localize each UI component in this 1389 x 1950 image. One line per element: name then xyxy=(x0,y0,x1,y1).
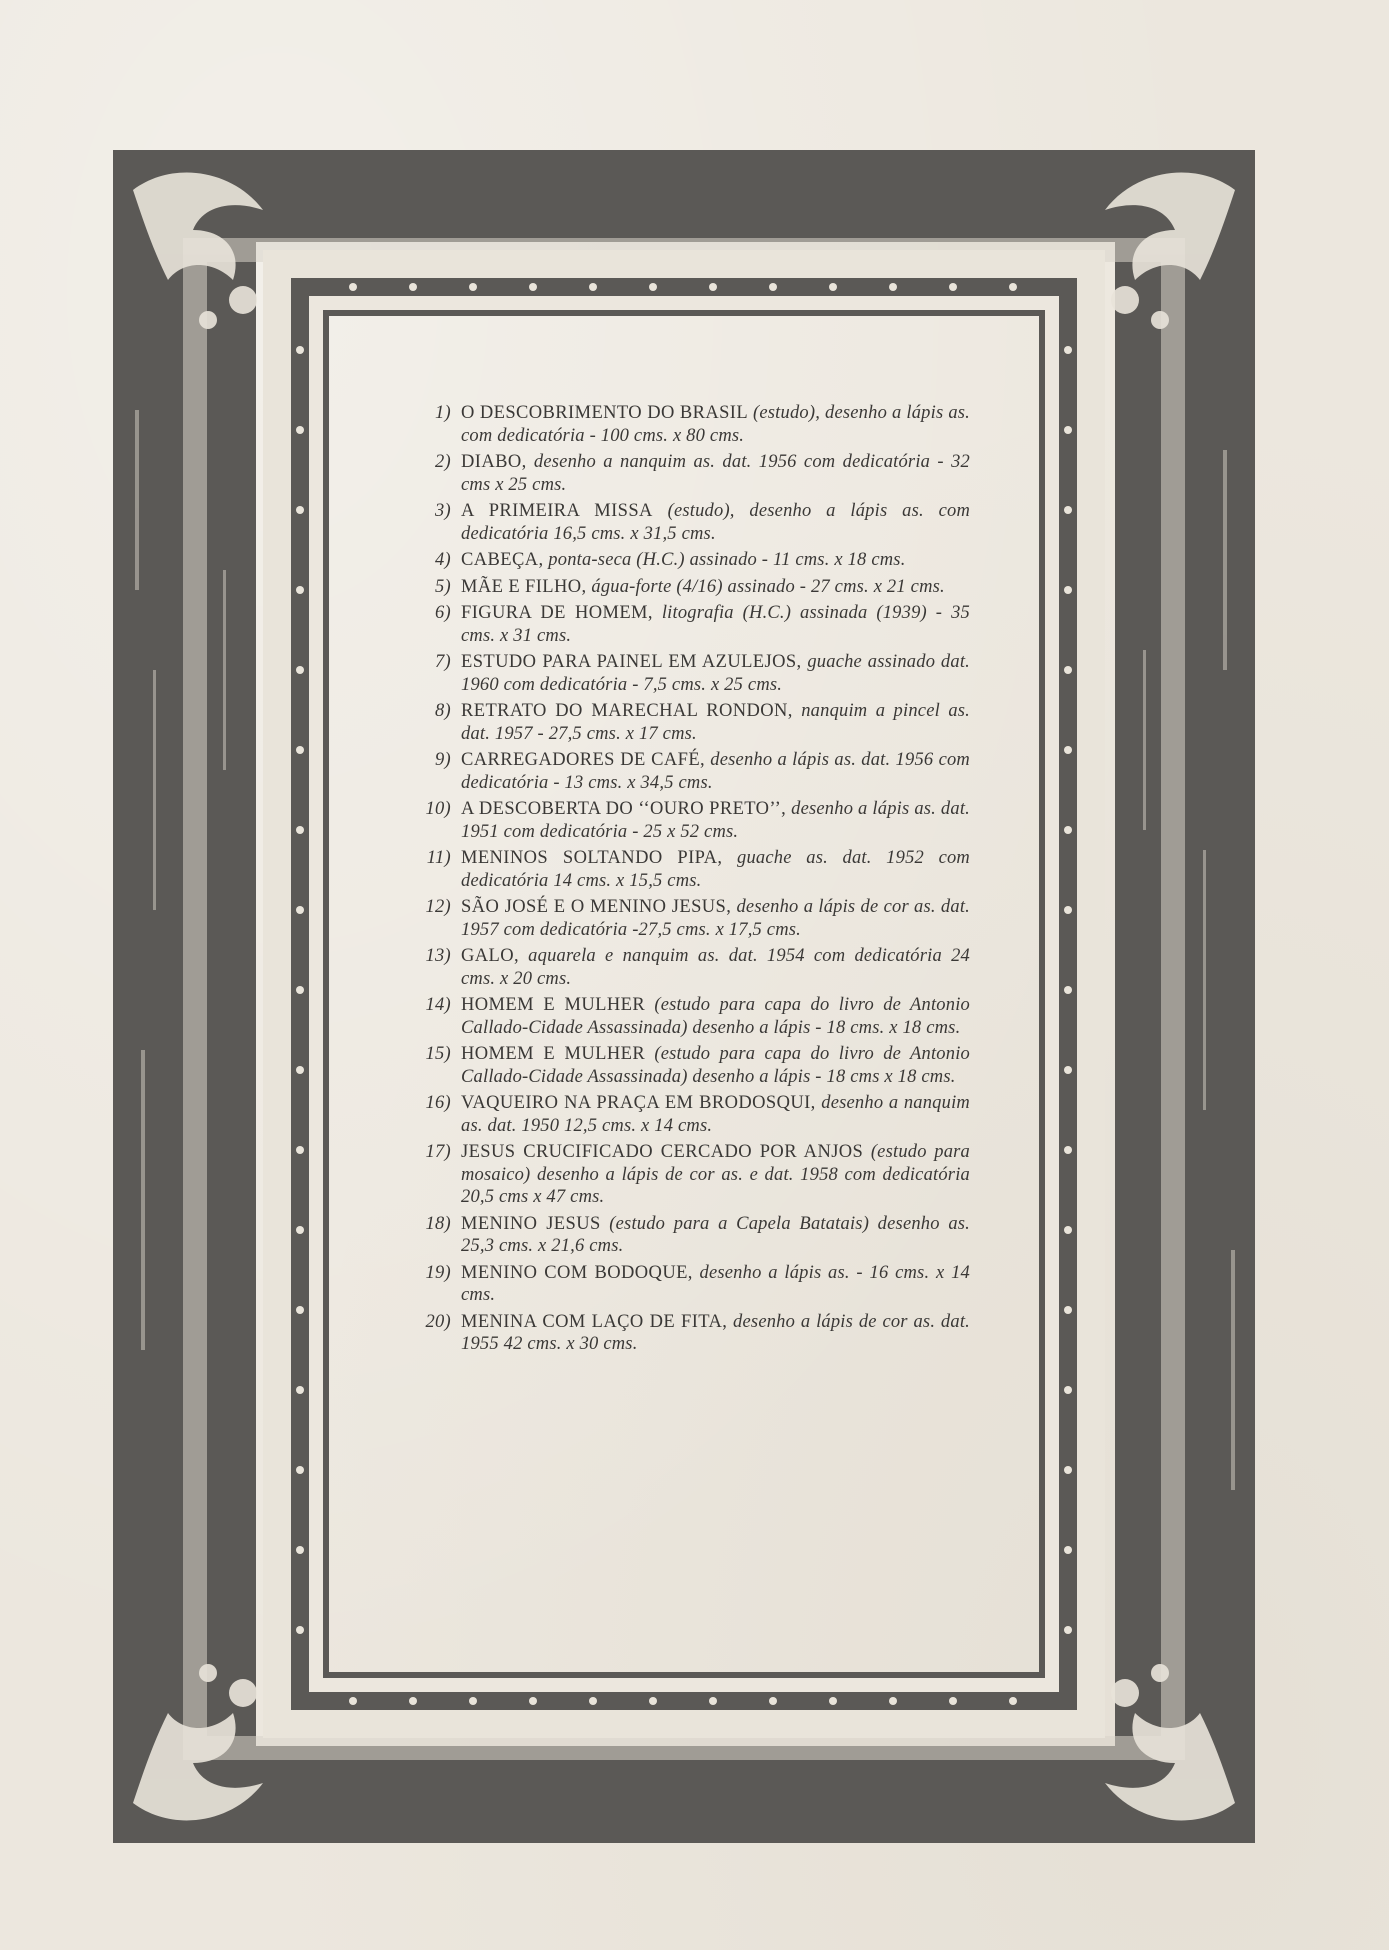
item-title: ESTUDO PARA PAINEL EM AZULEJOS, xyxy=(461,652,802,672)
list-item xyxy=(405,402,970,447)
item-number: 7) xyxy=(434,652,451,672)
item-title: VAQUEIRO NA PRAÇA EM BRODOSQUI, xyxy=(461,1093,816,1113)
list-item xyxy=(405,1141,970,1209)
item-description xyxy=(461,700,970,745)
item-number: 8) xyxy=(434,701,451,721)
item-title: MENINO JESUS xyxy=(461,1213,601,1234)
item-title: MENINA COM LAÇO DE FITA, xyxy=(461,1311,728,1332)
item-details: desenho a lápis de cor as. dat. 1955 42 cms. x 30 cms. xyxy=(461,1311,970,1354)
item-details: desenho a lápis as. - 16 cms. x 14 cms. xyxy=(461,1262,970,1305)
item-details: (estudo para capa do livro de Antonio Callado-Cidade Assassinada) desenho a lápis - 18 cms. x 18 cms. xyxy=(461,995,970,1038)
item-number: 20) xyxy=(425,1311,451,1332)
item-title: MÃE E FILHO, xyxy=(461,576,587,597)
item-title: RETRATO DO MARECHAL RONDON, xyxy=(461,701,793,721)
item-description xyxy=(461,500,970,545)
item-description xyxy=(461,798,970,843)
item-number: 19) xyxy=(425,1262,451,1283)
list-item xyxy=(405,651,970,696)
list-item xyxy=(405,700,970,745)
item-number: 9) xyxy=(434,750,451,770)
list-item xyxy=(405,549,970,572)
item-description xyxy=(461,1092,970,1137)
item-title: MENINO COM BODOQUE, xyxy=(461,1262,693,1283)
item-description xyxy=(461,749,970,794)
item-description xyxy=(461,945,970,990)
item-description xyxy=(461,402,970,447)
item-description xyxy=(461,602,970,647)
item-number: 6) xyxy=(434,603,451,623)
item-description xyxy=(461,896,970,941)
item-details: nanquim a pincel as. dat. 1957 - 27,5 cms. x 17 cms. xyxy=(461,701,970,744)
list-item xyxy=(405,1092,970,1137)
list-item xyxy=(405,896,970,941)
item-details: (estudo para a Capela Batatais) desenho as. 25,3 cms. x 21,6 cms. xyxy=(461,1213,970,1256)
item-number: 11) xyxy=(426,848,451,868)
item-details: ponta-seca (H.C.) assinado - 11 cms. x 18 cms. xyxy=(543,550,906,570)
item-details: (estudo), desenho a lápis as. com dedicatória 16,5 cms. x 31,5 cms. xyxy=(461,501,971,544)
item-number: 14) xyxy=(425,995,451,1015)
item-description xyxy=(461,1311,970,1356)
item-number: 15) xyxy=(425,1044,451,1064)
list-item xyxy=(405,500,970,545)
item-details: aquarela e nanquim as. dat. 1954 com dedicatória 24 cms. x 20 cms. xyxy=(461,946,970,989)
list-item xyxy=(405,994,970,1039)
item-number: 5) xyxy=(434,576,451,597)
item-number: 12) xyxy=(425,897,451,917)
list-item xyxy=(405,749,970,794)
item-details: desenho a nanquim as. dat. 1950 12,5 cms. x 14 cms. xyxy=(461,1093,970,1136)
list-item xyxy=(405,1043,970,1088)
item-details: desenho a lápis as. dat. 1956 com dedicatória - 13 cms. x 34,5 cms. xyxy=(461,750,970,793)
list-item xyxy=(405,451,970,496)
item-description xyxy=(461,1043,970,1088)
item-details: guache as. dat. 1952 com dedicatória 14 cms. x 15,5 cms. xyxy=(461,848,970,891)
item-description xyxy=(461,451,970,496)
item-title: A PRIMEIRA MISSA xyxy=(461,501,653,521)
item-details: desenho a lápis as. dat. 1951 com dedicatória - 25 x 52 cms. xyxy=(461,799,970,842)
item-description xyxy=(461,1213,970,1258)
item-number: 1) xyxy=(434,403,451,423)
item-title: CABEÇA, xyxy=(461,550,544,570)
item-number: 16) xyxy=(425,1093,451,1113)
item-number: 2) xyxy=(434,452,451,472)
item-title: FIGURA DE HOMEM, xyxy=(461,603,653,623)
item-number: 10) xyxy=(425,799,451,819)
item-description xyxy=(461,994,970,1039)
item-number: 17) xyxy=(425,1142,451,1162)
item-title: O DESCOBRIMENTO DO BRASIL xyxy=(461,403,749,423)
item-title: DIABO, xyxy=(461,452,527,472)
item-description xyxy=(461,549,970,572)
item-title: MENINOS SOLTANDO PIPA, xyxy=(461,848,723,868)
item-details: guache assinado dat. 1960 com dedicatória - 7,5 cms. x 25 cms. xyxy=(461,652,970,695)
item-number: 3) xyxy=(434,501,451,521)
list-item xyxy=(405,602,970,647)
item-description xyxy=(461,576,970,599)
list-item xyxy=(405,847,970,892)
item-details: (estudo para capa do livro de Antonio Callado-Cidade Assassinada) desenho a lápis - 18 cms x 18 cms. xyxy=(461,1044,970,1087)
item-description xyxy=(461,651,970,696)
item-details: água-forte (4/16) assinado - 27 cms. x 21 cms. xyxy=(586,576,945,597)
item-details: (estudo), desenho a lápis as. com dedicatória - 100 cms. x 80 cms. xyxy=(461,403,970,446)
item-details: desenho a lápis de cor as. dat. 1957 com dedicatória -27,5 cms. x 17,5 cms. xyxy=(461,897,970,940)
item-number: 4) xyxy=(434,550,451,570)
item-title: A DESCOBERTA DO ‘‘OURO PRETO’’, xyxy=(461,799,787,819)
item-title: HOMEM E MULHER xyxy=(461,1044,646,1064)
item-description xyxy=(461,1141,970,1209)
item-details: litografia (H.C.) assinada (1939) - 35 cms. x 31 cms. xyxy=(461,603,970,646)
item-details: desenho a nanquim as. dat. 1956 com dedicatória - 32 cms x 25 cms. xyxy=(461,452,970,495)
item-title: JESUS CRUCIFICADO CERCADO POR ANJOS xyxy=(461,1142,864,1162)
list-item xyxy=(405,945,970,990)
artwork-list xyxy=(405,402,970,1360)
list-item xyxy=(405,798,970,843)
item-title: GALO, xyxy=(461,946,520,966)
item-details: (estudo para mosaico) desenho a lápis de cor as. e dat. 1958 com dedicatória 20,5 cms x 47 cms. xyxy=(461,1142,970,1207)
list-item xyxy=(405,576,970,599)
item-description xyxy=(461,1262,970,1307)
item-number: 13) xyxy=(425,946,451,966)
item-number: 18) xyxy=(425,1213,451,1234)
item-title: HOMEM E MULHER xyxy=(461,995,646,1015)
item-title: SÃO JOSÉ E O MENINO JESUS, xyxy=(461,897,732,917)
list-item xyxy=(405,1311,970,1356)
item-title: CARREGADORES DE CAFÉ, xyxy=(461,750,706,770)
list-item xyxy=(405,1213,970,1258)
list-item xyxy=(405,1262,970,1307)
item-description xyxy=(461,847,970,892)
